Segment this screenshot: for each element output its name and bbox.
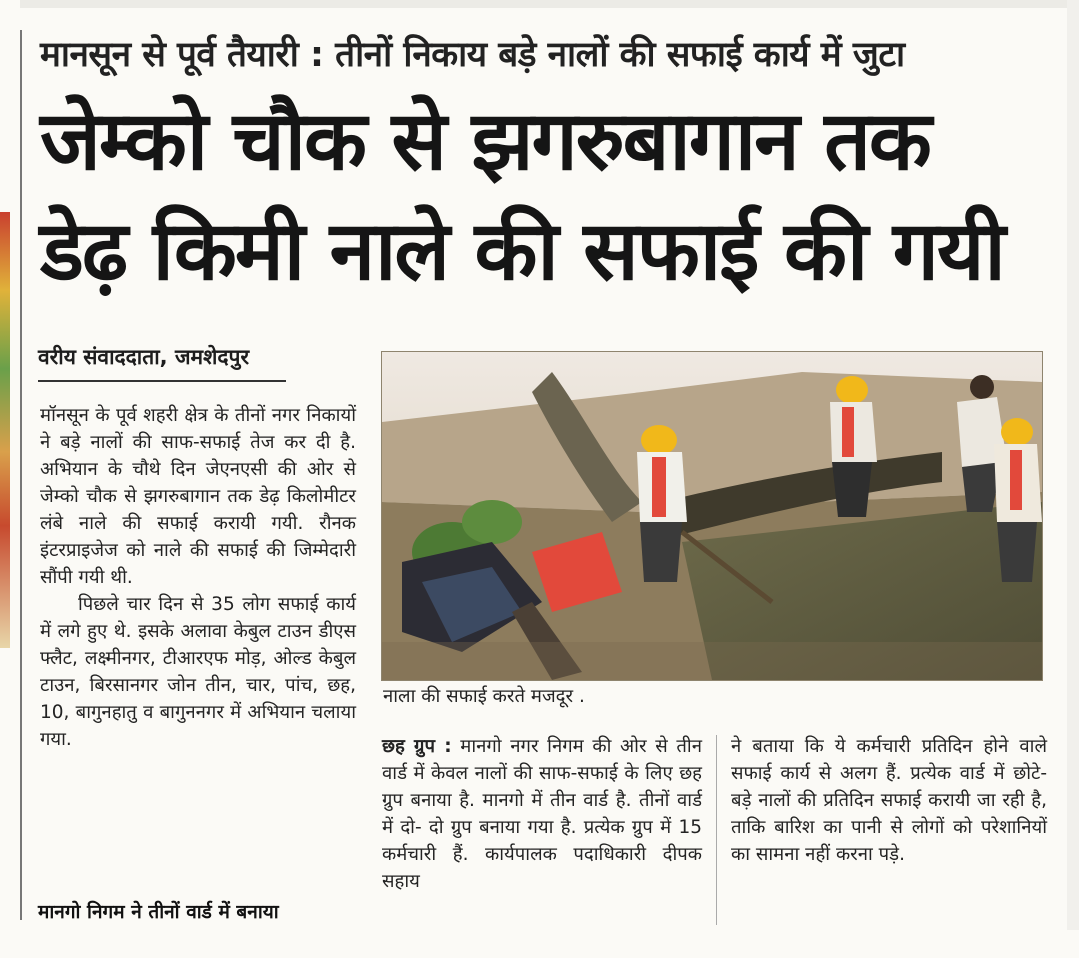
photo-caption: नाला की सफाई करते मजदूर . <box>383 686 585 707</box>
headline-line-2: डेढ़ किमी नाले की सफाई की गयी <box>40 204 1004 299</box>
left-edge-strip <box>0 0 20 958</box>
column-divider <box>716 735 717 925</box>
article-paragraph-2: पिछले चार दिन से 35 लोग सफाई कार्य में लगे हुए थे. इसके अलावा केबुल टाउन डीएस फ्लैट, लक्ष्मीनगर, टीआरएफ मोड़, ओल्ड केबुल टाउन, बिरसानगर जोन तीन, चार, पांच, छह, 10, बागुनहातु व बागुननगर में अभियान चलाया गया. <box>40 594 356 750</box>
article-paragraph-1: मॉनसून के पूर्व शहरी क्षेत्र के तीनों नगर निकायों ने बड़े नालों की साफ-सफाई तेज कर दी है. अभियान के चौथे दिन जेएनएसी की ओर से जेम्को चौक से झगरुबागान तक डेढ़ किलोमीटर लंबे नाले की सफाई करायी गयी. रौनक इंटरप्राइजेज को नाले की सफाई की जिम्मेदारी सौंपी गयी थी. <box>40 405 356 588</box>
article-column-left <box>40 402 356 753</box>
paragraph-lead-in: छह ग्रुप : <box>382 736 452 757</box>
kicker-headline: मानसून से पूर्व तैयारी : तीनों निकाय बड़े नालों की सफाई कार्य में जुटा <box>40 35 905 75</box>
bottom-margin <box>0 930 1079 958</box>
middle-paragraph <box>382 733 702 895</box>
top-band <box>0 0 1079 8</box>
right-edge-strip <box>1067 0 1079 958</box>
right-paragraph-text: ने बताया कि ये कर्मचारी प्रतिदिन होने वाले सफाई कार्य से अलग हैं. प्रत्येक वार्ड में छोटे- बड़े नालों की प्रतिदिन सफाई करायी जा रही है, ताकि बारिश का पानी से लोगों को परेशानियों का सामना नहीं करना पड़े. <box>731 736 1047 865</box>
middle-paragraph-text: मानगो नगर निगम की ओर से तीन वार्ड में केवल नालों की साफ-सफाई के लिए छह ग्रुप बनाया है. मानगो में तीन वार्ड है. तीनों वार्ड में दो- दो ग्रुप बनाया गया है. प्रत्येक ग्रुप में 15 कर्मचारी हैं. कार्यपालक पदाधिकारी दीपक सहाय <box>382 736 702 892</box>
news-photo <box>381 351 1043 681</box>
article-column-right <box>731 733 1047 868</box>
article-subheading: मानगो निगम ने तीनों वार्ड में बनाया <box>38 901 279 923</box>
column-rule-left <box>20 30 22 920</box>
adjacent-photo-fragment <box>0 212 10 648</box>
drain-cleaning-photo <box>382 352 1042 680</box>
byline: वरीय संवाददाता, जमशेदपुर <box>38 342 286 382</box>
article-column-middle <box>382 733 702 895</box>
headline-line-1: जेम्को चौक से झगरुबागान तक <box>40 94 930 189</box>
